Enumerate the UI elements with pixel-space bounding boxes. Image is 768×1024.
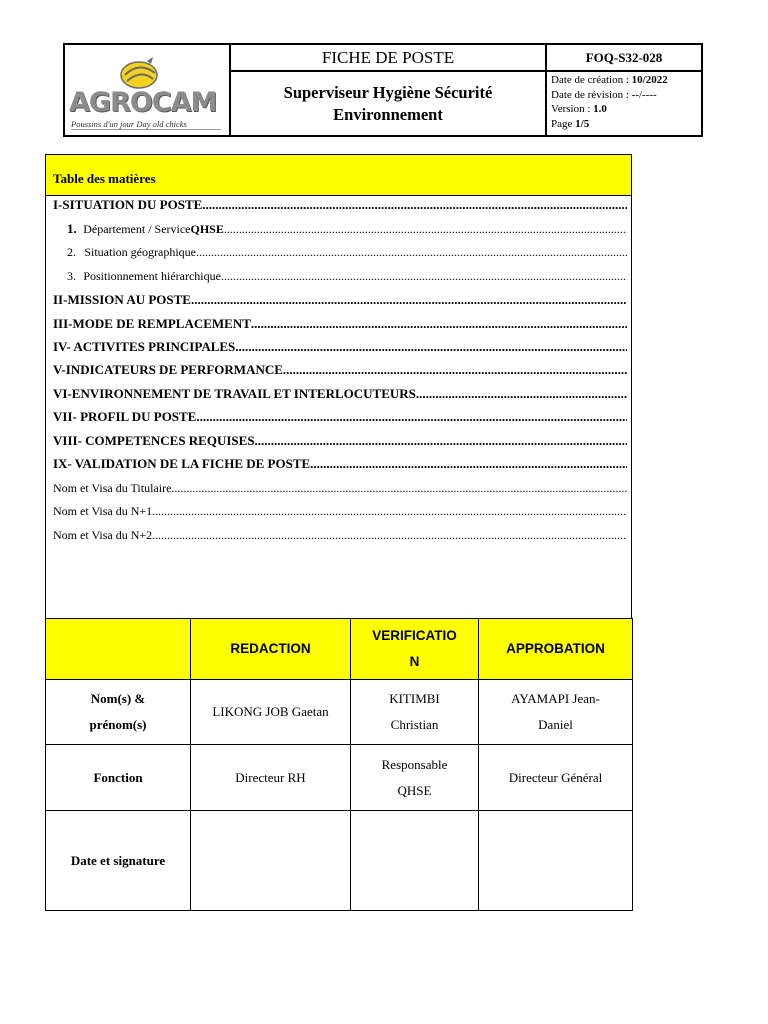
toc-item[interactable]: VI-ENVIRONNEMENT DE TRAVAIL ET INTERLOCUTEURS ..... <box>53 386 627 406</box>
approval-table <box>45 618 633 911</box>
redaction-name: LIKONG JOB Gaetan <box>191 680 351 745</box>
name-row <box>46 680 633 745</box>
document-meta <box>551 73 701 131</box>
approbation-signature-cell[interactable] <box>479 811 633 911</box>
verification-signature-cell[interactable] <box>351 811 479 911</box>
redaction-header: REDACTION <box>191 619 351 680</box>
creation-date: Date de création : 10/2022 <box>551 74 668 86</box>
version: Version : 1.0 <box>551 103 607 115</box>
job-title-line1: Superviseur Hygiène Sécurité <box>283 82 493 102</box>
form-title: FICHE DE POSTE <box>231 45 547 72</box>
approbation-header: APPROBATION <box>479 619 633 680</box>
verification-function: Responsable QHSE <box>351 745 479 811</box>
logo-wordmark: AGROCAM <box>69 87 217 118</box>
toc-item[interactable]: IV- ACTIVITES PRINCIPALES ..... <box>53 339 627 359</box>
toc-item[interactable]: V-INDICATEURS DE PERFORMANCE ..... <box>53 362 627 382</box>
toc-item[interactable]: III-MODE DE REMPLACEMENT ..... <box>53 316 627 336</box>
toc-item[interactable]: Nom et Visa du Titulaire ..... <box>53 481 627 501</box>
signature-row-label: Date et signature <box>46 811 191 911</box>
verification-header: VERIFICATIO N <box>351 619 479 680</box>
empty-header-cell <box>46 619 191 680</box>
chick-logo-icon <box>117 57 159 91</box>
job-title <box>231 72 547 135</box>
toc-item[interactable]: Nom et Visa du N+1 ..... <box>53 504 627 524</box>
toc-item[interactable]: VIII- COMPETENCES REQUISES ..... <box>53 433 627 453</box>
toc-item[interactable]: Nom et Visa du N+2 ..... <box>53 528 627 548</box>
function-row <box>46 745 633 811</box>
verification-name: KITIMBI Christian <box>351 680 479 745</box>
function-row-label: Fonction <box>46 745 191 811</box>
toc-item[interactable]: I-SITUATION DU POSTE ..... <box>53 197 627 217</box>
approbation-function: Directeur Général <box>479 745 633 811</box>
signature-row <box>46 811 633 911</box>
job-title-line2: Environnement <box>333 104 443 124</box>
redaction-function: Directeur RH <box>191 745 351 811</box>
company-logo <box>65 45 231 135</box>
redaction-signature-cell[interactable] <box>191 811 351 911</box>
toc-title: Table des matières <box>46 155 631 196</box>
toc-item[interactable]: IX- VALIDATION DE LA FICHE DE POSTE ..... <box>53 456 627 476</box>
toc-subitem[interactable]: 1. Département / Service QHSE ..... <box>53 221 627 241</box>
document-header <box>63 43 703 137</box>
toc-item[interactable]: II-MISSION AU POSTE ..... <box>53 292 627 312</box>
toc-subitem[interactable]: 3. Positionnement hiérarchique ..... <box>53 269 627 289</box>
page-number: Page 1/5 <box>551 117 590 130</box>
approbation-name: AYAMAPI Jean- Daniel <box>479 680 633 745</box>
revision-date: Date de révision : --/---- <box>551 88 657 101</box>
logo-underline <box>71 129 221 130</box>
toc-subitem[interactable]: 2. Situation géographique ..... <box>53 245 627 265</box>
toc-item[interactable]: VII- PROFIL DU POSTE ..... <box>53 409 627 429</box>
logo-tagline: Poussins d'un jour Day old chicks <box>71 119 187 129</box>
document-code: FOQ-S32-028 <box>547 45 701 72</box>
table-of-contents <box>45 154 632 619</box>
approval-header-row <box>46 619 633 680</box>
name-row-label: Nom(s) & prénom(s) <box>46 680 191 745</box>
